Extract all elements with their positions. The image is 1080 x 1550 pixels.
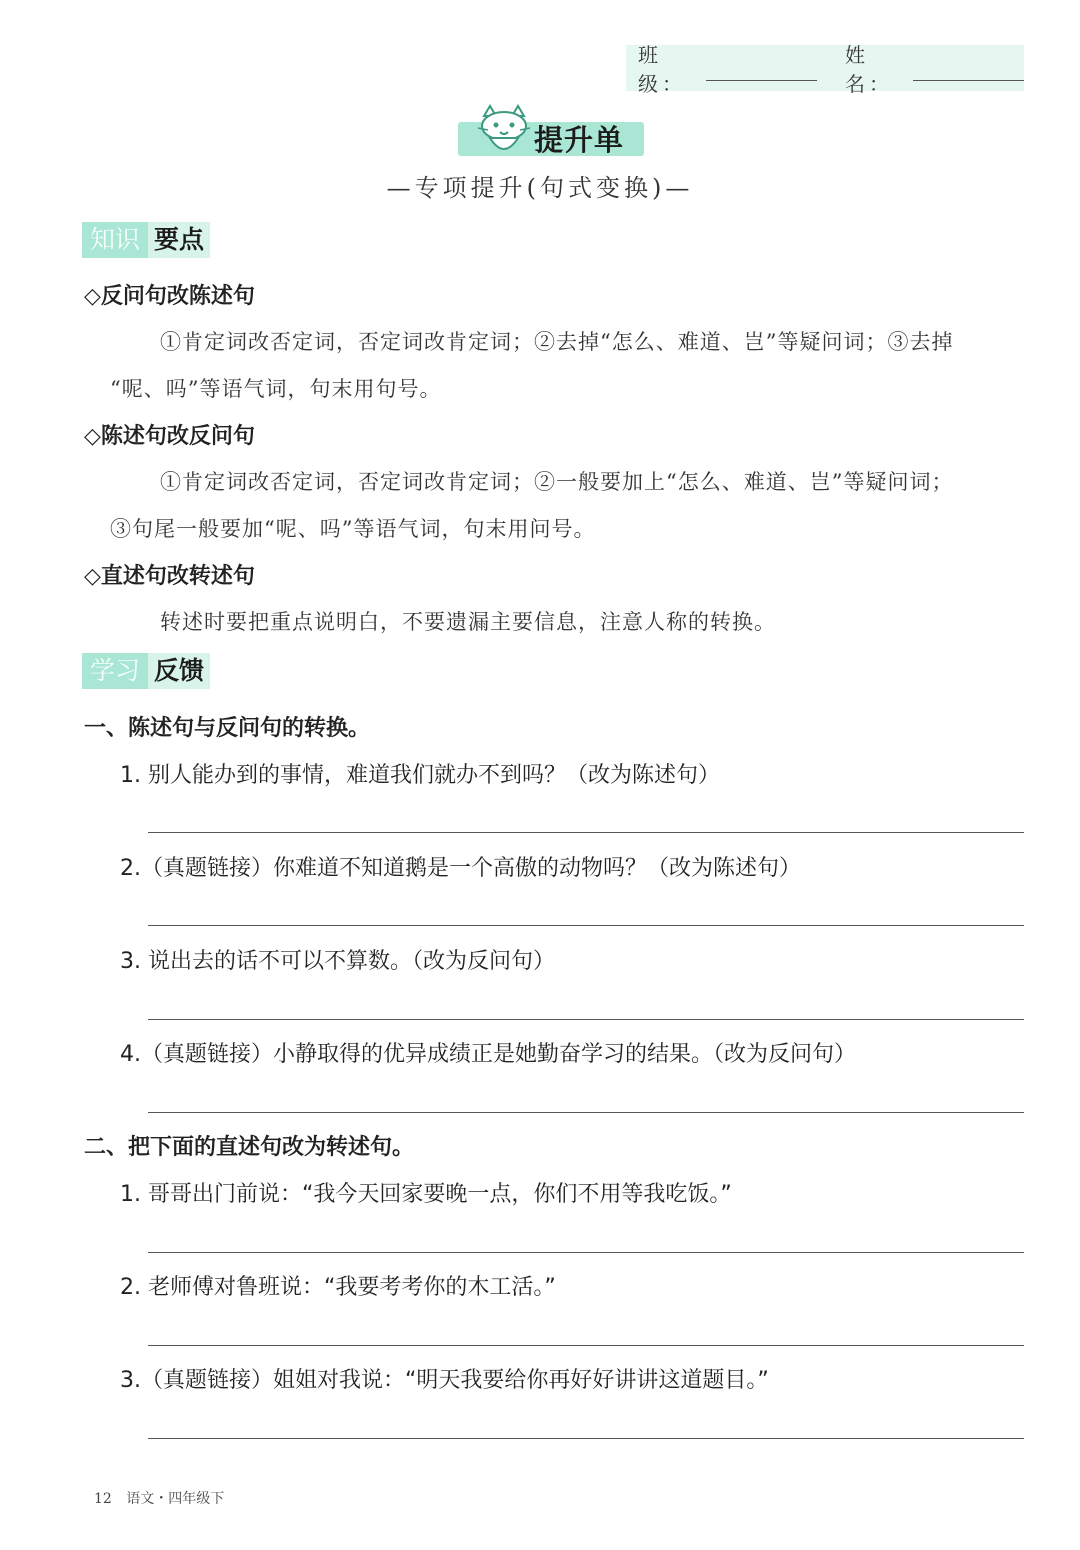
part1-answer-line-4[interactable] — [148, 1112, 1024, 1113]
part1-question-4: 4.（真题链接）小静取得的优异成绩正是她勤奋学习的结果。（改为反问句） — [120, 1042, 856, 1067]
knowledge-heading-1: ◇反问句改陈述句 — [84, 284, 255, 309]
page-title: 提升单 — [534, 123, 625, 157]
knowledge-tag-highlight: 知识 — [82, 222, 148, 258]
knowledge-text-3a: 转述时要把重点说明白，不要遗漏主要信息，注意人称的转换。 — [160, 610, 776, 634]
part2-answer-line-1[interactable] — [148, 1252, 1024, 1253]
name-label: 姓名： — [845, 43, 893, 96]
feedback-tag-rest: 反馈 — [148, 653, 210, 689]
page-number: 12 — [94, 1491, 112, 1507]
part1-heading: 一、陈述句与反问句的转换。 — [84, 716, 371, 741]
part1-answer-line-3[interactable] — [148, 1019, 1024, 1020]
feedback-section-tag — [82, 653, 210, 689]
part1-question-3: 3. 说出去的话不可以不算数。（改为反问句） — [120, 949, 555, 974]
knowledge-section-tag — [82, 222, 210, 258]
feedback-tag-highlight: 学习 — [82, 653, 148, 689]
book-label: 语文・四年级下 — [126, 1491, 225, 1507]
knowledge-text-1a: ①肯定词改否定词，否定词改肯定词；②去掉“怎么、难道、岂”等疑问词；③去掉 — [160, 330, 954, 354]
part2-answer-line-3[interactable] — [148, 1438, 1024, 1439]
class-field[interactable] — [706, 56, 817, 81]
part1-question-2: 2.（真题链接）你难道不知道鹅是一个高傲的动物吗？（改为陈述句） — [120, 856, 801, 881]
page-footer — [94, 1488, 224, 1508]
knowledge-heading-3: ◇直述句改转述句 — [84, 564, 255, 589]
part1-answer-line-1[interactable] — [148, 832, 1024, 833]
name-field[interactable] — [913, 56, 1024, 81]
part2-question-3: 3.（真题链接）姐姐对我说：“明天我要给你再好好讲讲这道题目。” — [120, 1368, 769, 1393]
knowledge-text-1b: “呢、吗”等语气词，句末用句号。 — [110, 377, 442, 401]
part2-question-2: 2. 老师傅对鲁班说：“我要考考你的木工活。” — [120, 1275, 556, 1300]
part2-heading: 二、把下面的直述句改为转述句。 — [84, 1135, 415, 1160]
title-block — [458, 104, 658, 160]
student-info-box — [626, 43, 1024, 96]
part1-question-1: 1. 别人能办到的事情，难道我们就办不到吗？（改为陈述句） — [120, 763, 720, 788]
part2-question-1: 1. 哥哥出门前说：“我今天回家要晚一点，你们不用等我吃饭。” — [120, 1182, 732, 1207]
knowledge-text-2b: ③句尾一般要加“呢、吗”等语气词，句末用问号。 — [110, 517, 596, 541]
class-label: 班级： — [638, 43, 686, 96]
cat-mascot-icon — [474, 104, 534, 160]
knowledge-text-2a: ①肯定词改否定词，否定词改肯定词；②一般要加上“怎么、难道、岂”等疑问词； — [160, 470, 954, 494]
part1-answer-line-2[interactable] — [148, 925, 1024, 926]
knowledge-tag-rest: 要点 — [148, 222, 210, 258]
part2-answer-line-2[interactable] — [148, 1345, 1024, 1346]
knowledge-heading-2: ◇陈述句改反问句 — [84, 424, 255, 449]
page-subtitle: —专项提升(句式变换)— — [386, 174, 694, 202]
